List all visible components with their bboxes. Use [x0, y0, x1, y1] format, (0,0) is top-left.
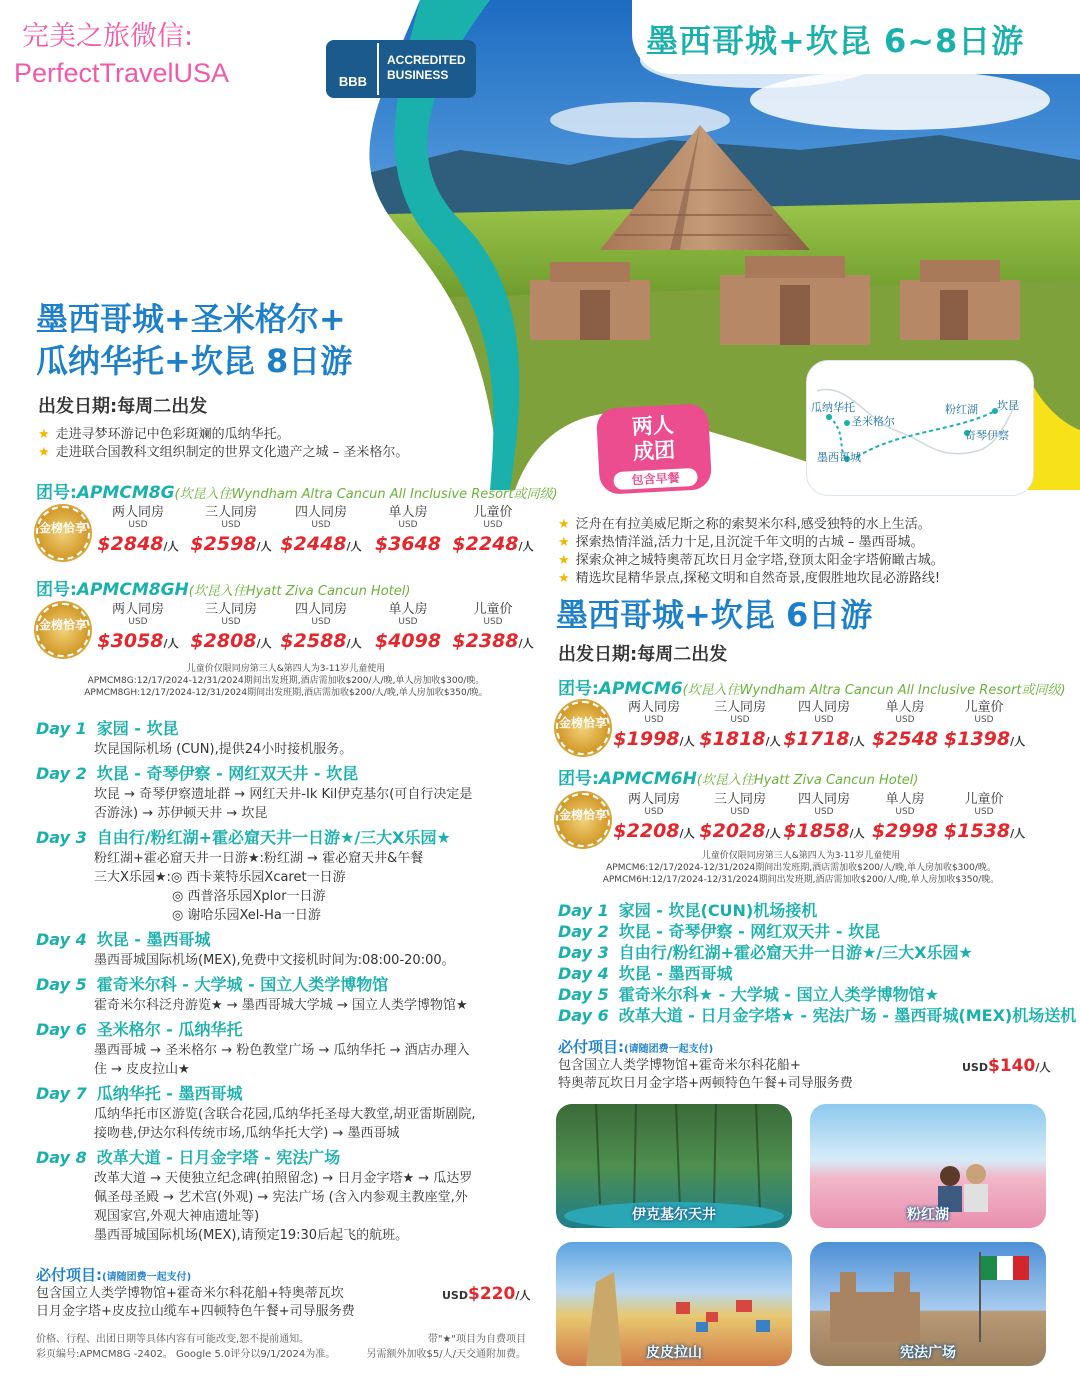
- price-row: [556, 793, 1024, 847]
- price-cell: 三人同房 USD $2598/人: [190, 505, 272, 555]
- photo-pipila-hill: 皮皮拉山: [556, 1242, 792, 1366]
- tour8-must-price: USD$220/人: [442, 1284, 531, 1304]
- price-cell: 四人同房 USD $2588/人: [280, 602, 362, 652]
- price-cell: 儿童价 USD $1538/人: [944, 792, 1026, 842]
- itinerary-day: Day 1 家园 - 坎昆 坎昆国际机场 (CUN),提供24小时接机服务。: [36, 719, 353, 757]
- price-cell: 儿童价 USD $2248/人: [452, 505, 534, 555]
- star-icon: ★: [558, 571, 570, 586]
- tour6-must-pay: 必付项目:(请随团费一起支付) 包含国立人类学博物馆+霍奇米尔科花船+ 特奥蒂瓦坎日月金字塔+两顿特色午餐+司导服务费: [558, 1038, 853, 1091]
- price-cell: 三人同房 USD $1818/人: [699, 700, 781, 750]
- tour8-title: 墨西哥城+圣米格尔+ 瓜纳华托+坎昆 8日游: [36, 300, 353, 380]
- price-cell: 两人同房 USD $1998/人: [613, 700, 695, 750]
- price-cell: 单人房 USD $4098: [374, 602, 442, 652]
- itinerary-day: Day 1 家园 - 坎昆(CUN)机场接机: [558, 901, 818, 920]
- itinerary-day: Day 5 霍奇米尔科★ - 大学城 - 国立人类学博物馆★: [558, 985, 939, 1004]
- price-cell: 四人同房 USD $2448/人: [280, 505, 362, 555]
- price-cell: 两人同房 USD $3058/人: [97, 602, 179, 652]
- tour6-itinerary: [558, 900, 1076, 1026]
- tour8-price-notes: 儿童价仅限同房第三人&第四人为3-11岁儿童使用 APMCM8G:12/17/2024-12/31/2024期间出发班期,酒店需加收$200/人/晚,单人房加收$300/晚。 APMCM8GH:12/17/2024-12/31/2024期间出发班期,酒店需加收$200/人/晚,单人房加收$350/晚。: [84, 664, 488, 698]
- photo-pink-lake: 粉红湖: [810, 1104, 1046, 1228]
- price-row: [556, 701, 1024, 755]
- group-header: 团号:APMCM6H(坎昆入住Hyatt Ziva Cancun Hotel): [558, 769, 919, 789]
- star-icon: ★: [38, 427, 50, 442]
- route-map: [806, 360, 1034, 496]
- price-cell: 单人房 USD $3648: [374, 505, 442, 555]
- itinerary-day: Day 4 坎昆 - 墨西哥城: [558, 964, 733, 983]
- price-row: [36, 506, 536, 560]
- medal-icon: 金榜恰享: [556, 793, 610, 847]
- list-item: ★ 探索热情洋溢,活力十足,且沉淀千年文明的古城 – 墨西哥城。: [558, 535, 924, 550]
- itinerary-day: Day 2 坎昆 - 奇琴伊察 - 网红双天井 - 坎昆 坎昆 → 奇琴伊察遗址群 → 网红天井-Ik Kil伊克基尔(可自行决定是 否游泳) → 苏伊顿天井 → 坎昆: [36, 764, 473, 821]
- price-cell: 单人房 USD $2998: [871, 792, 939, 842]
- footer: 价格、行程、出团日期等具体内容有可能改变,恕不提前通知。 彩页编号:APMCM8G -2402。 Google 5.0评分以9/1/2024为准。 带"★"项目为自费项目 另需额外加收$5/人/天交通附加费。: [36, 1334, 526, 1360]
- map-label: 瓜纳华托: [811, 401, 855, 414]
- map-label: 墨西哥城: [817, 451, 861, 464]
- itinerary-day: Day 7 瓜纳华托 - 墨西哥城 瓜纳华托市区游览(含联合花园,瓜纳华托圣母大教堂,胡亚雷斯剧院, 接吻巷,伊达尔科传统市场,瓜纳华托大学) → 墨西哥城: [36, 1084, 476, 1141]
- itinerary-day: Day 8 改革大道 - 日月金字塔 - 宪法广场 改革大道 → 天使独立纪念碑(拍照留念) → 日月金字塔★ → 瓜达罗 佩圣母圣殿 → 艺术宫(外观) → 宪法广场 (含入内参观主教座堂,外 观国家宫,外观大神庙遗址等) 墨西哥城国际机场(MEX),请预定19:30后起飞的航班。: [36, 1148, 473, 1243]
- photo-ikkil-cenote: 伊克基尔天井: [556, 1104, 792, 1228]
- bbb-text: ACCREDITED BUSINESS: [377, 43, 473, 95]
- wechat-label: 完美之旅微信:: [22, 21, 194, 52]
- group-header: 团号:APMCM8G(坎昆入住Wyndham Altra Cancun All Inclusive Resort或同级): [36, 483, 558, 503]
- itinerary-day: Day 5 霍奇米尔科 - 大学城 - 国立人类学博物馆 霍奇米尔科泛舟游览★ → 墨西哥城大学城 → 国立人类学博物馆★: [36, 975, 468, 1013]
- star-icon: ★: [558, 517, 570, 532]
- price-cell: 三人同房 USD $2028/人: [699, 792, 781, 842]
- price-row: [36, 603, 536, 657]
- itinerary-day: Day 4 坎昆 - 墨西哥城 墨西哥城国际机场(MEX),免费中文接机时间为:08:00-20:00。: [36, 930, 455, 968]
- tour6-depart: 出发日期:每周二出发: [558, 644, 728, 665]
- star-icon: ★: [558, 535, 570, 550]
- tour6-title: 墨西哥城+坎昆 6日游: [556, 596, 873, 634]
- list-item: ★ 精选坎昆精华景点,探秘文明和自然奇景,度假胜地坎昆必游路线!: [558, 571, 941, 586]
- map-label: 坎昆: [997, 399, 1019, 412]
- wechat-id: PerfectTravelUSA: [14, 58, 230, 88]
- page-title: 墨西哥城+坎昆 6~8日游: [632, 0, 1080, 74]
- itinerary-day: Day 3 自由行/粉红湖+霍必窟天井一日游★/三大X乐园★ 粉红湖+霍必窟天井一日游★:粉红湖 → 霍必窟天井&午餐 三大X乐园★:◎ 西卡莱特乐园Xcaret一日游 ◎ 西普洛乐园Xplor一日游 ◎ 谢哈乐园Xel-Ha一日游: [36, 828, 451, 923]
- two-person-tour-badge: 两人 成团 包含早餐: [596, 403, 712, 495]
- price-cell: 四人同房 USD $1718/人: [783, 700, 865, 750]
- list-item: ★ 泛舟在有拉美威尼斯之称的索契米尔科,感受独特的水上生活。: [558, 517, 931, 532]
- bbb-logo-icon: BBB: [329, 43, 377, 95]
- bbb-accredited-badge: [326, 40, 476, 98]
- tour6-must-price: USD$140/人: [962, 1056, 1051, 1076]
- price-cell: 单人房 USD $2548: [871, 700, 939, 750]
- itinerary-day: Day 2 坎昆 - 奇琴伊察 - 网红双天井 - 坎昆: [558, 922, 881, 941]
- list-item: ★ 探索众神之城特奥蒂瓦坎日月金字塔,登顶太阳金字塔俯瞰古城。: [558, 553, 944, 568]
- price-cell: 儿童价 USD $1398/人: [944, 700, 1026, 750]
- medal-icon: 金榜恰享: [36, 506, 90, 560]
- medal-icon: 金榜恰享: [36, 603, 90, 657]
- itinerary-day: Day 3 自由行/粉红湖+霍必窟天井一日游★/三大X乐园★: [558, 943, 973, 962]
- map-label: 奇琴伊察: [965, 429, 1009, 442]
- price-cell: 儿童价 USD $2388/人: [452, 602, 534, 652]
- tour6-highlights: [558, 516, 944, 588]
- price-cell: 两人同房 USD $2848/人: [97, 505, 179, 555]
- photo-zocalo: 宪法广场: [810, 1242, 1046, 1366]
- price-cell: 三人同房 USD $2808/人: [190, 602, 272, 652]
- itinerary-day: Day 6 改革大道 - 日月金字塔★ - 宪法广场 - 墨西哥城(MEX)机场送机: [558, 1006, 1077, 1025]
- star-icon: ★: [558, 553, 570, 568]
- star-icon: ★: [38, 445, 50, 460]
- list-item: ★ 走进寻梦环游记中色彩斑斓的瓜纳华托。: [38, 427, 290, 442]
- medal-icon: 金榜恰享: [556, 701, 610, 755]
- tour8-itinerary: [36, 718, 536, 1249]
- map-label: 粉红湖: [945, 403, 978, 416]
- list-item: ★ 走进联合国教科文组织制定的世界文化遗产之城 – 圣米格尔。: [38, 445, 409, 460]
- group-header: 团号:APMCM8GH(坎昆入住Hyatt Ziva Cancun Hotel): [36, 580, 411, 600]
- price-cell: 四人同房 USD $1858/人: [783, 792, 865, 842]
- photo-grid: [556, 1104, 1046, 1366]
- tour8-depart: 出发日期:每周二出发: [38, 396, 208, 417]
- price-cell: 两人同房 USD $2208/人: [613, 792, 695, 842]
- itinerary-day: Day 6 圣米格尔 - 瓜纳华托 墨西哥城 → 圣米格尔 → 粉色教堂广场 → 瓜纳华托 → 酒店办理入 住 → 皮皮拉山★: [36, 1020, 470, 1077]
- tour6-price-notes: 儿童价仅限同房第三人&第四人为3-11岁儿童使用 APMCM6:12/17/2024-12/31/2024期间出发班期,酒店需加收$200/人/晚,单人房加收$300/晚。 APMCM6H:12/17/2024-12/31/2024期间出发班期,酒店需加收$200/人/晚,单人房加收$350/晚。: [602, 851, 1000, 885]
- tour8-must-pay: 必付项目:(请随团费一起支付) 包含国立人类学博物馆+霍奇米尔科花船+特奥蒂瓦坎 日月金字塔+皮皮拉山缆车+四顿特色午餐+司导服务费: [36, 1266, 355, 1319]
- group-header: 团号:APMCM6(坎昆入住Wyndham Altra Cancun All Inclusive Resort或同级): [558, 679, 1066, 699]
- map-label: 圣米格尔: [851, 415, 895, 428]
- tour8-highlights: [38, 426, 408, 462]
